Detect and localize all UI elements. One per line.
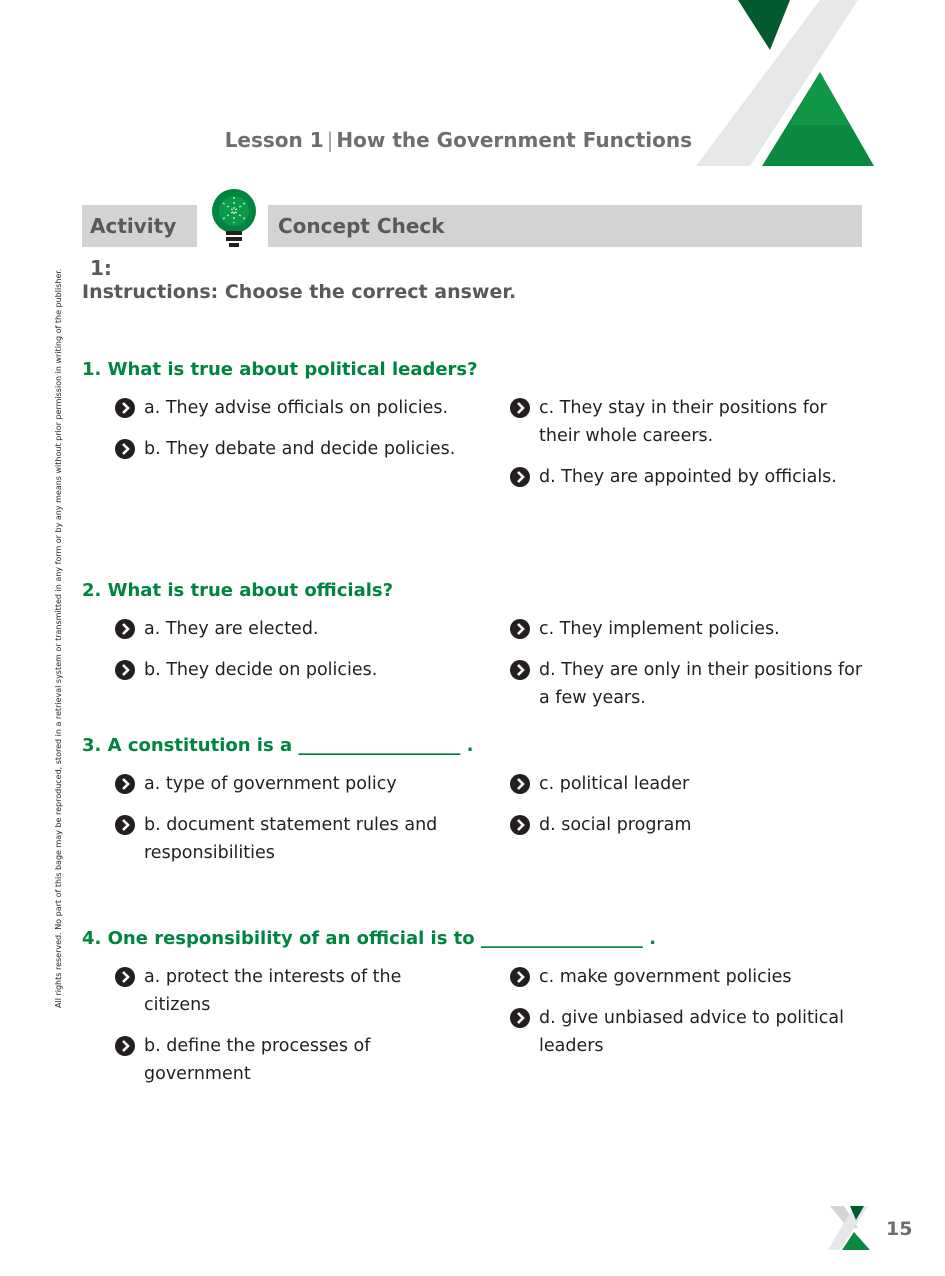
footer-logo-icon [828,1206,872,1250]
answer-text: c. They stay in their positions for their whole careers. [539,398,827,446]
answer-text: c. They implement policies. [539,619,780,639]
instructions: Instructions: Choose the correct answer. [82,281,517,303]
chevron-right-icon [115,398,135,418]
answer-option-d[interactable] [510,463,872,491]
header-separator: | [326,128,334,152]
answer-text: d. give unbiased advice to political leaders [539,1008,844,1056]
chevron-right-icon [510,1008,530,1028]
chevron-right-icon [510,967,530,987]
question-3 [82,735,872,880]
question-title: 4. One responsibility of an official is to __________________ . [82,928,657,949]
answer-text: c. make government policies [539,967,792,987]
copyright-note: All rights reserved. No part of this bage may be reproduced, stored in a retrieval system or transmitted in any form or by any means without prior permission in writing of the publisher. [54,268,63,1008]
chevron-right-icon [115,774,135,794]
answer-text: c. political leader [539,774,690,794]
answer-option-d[interactable] [510,656,872,712]
question-2 [82,580,872,725]
chevron-right-icon [115,815,135,835]
answer-option-b[interactable] [115,811,457,867]
answer-text: d. social program [539,815,692,835]
answer-option-c[interactable] [510,615,872,643]
answer-text: d. They are appointed by officials. [539,467,837,487]
answer-option-b[interactable] [115,435,457,463]
chevron-right-icon [510,660,530,680]
answer-option-a[interactable] [115,963,457,1019]
answer-text: b. document statement rules and responsibilities [144,815,438,863]
answer-option-c[interactable] [510,394,872,450]
answer-text: b. They debate and decide policies. [144,439,456,459]
lesson-header [225,128,692,152]
lightbulb-icon [208,187,260,249]
chevron-right-icon [115,1036,135,1056]
answer-option-b[interactable] [115,656,457,684]
question-title: 1. What is true about political leaders? [82,359,478,380]
answer-text: a. type of government policy [144,774,397,794]
answer-text: a. protect the interests of the citizens [144,967,402,1015]
question-4 [82,928,872,1101]
answer-text: d. They are only in their positions for a few years. [539,660,863,708]
chevron-right-icon [510,398,530,418]
chevron-right-icon [510,815,530,835]
chevron-right-icon [510,774,530,794]
activity-label: Activity 1: [82,205,197,247]
chevron-right-icon [510,467,530,487]
corner-decoration [690,0,890,170]
page-number: 15 [886,1218,913,1240]
answer-text: a. They are elected. [144,619,319,639]
chevron-right-icon [115,619,135,639]
question-title: 2. What is true about officials? [82,580,394,601]
answer-option-a[interactable] [115,770,457,798]
answer-option-d[interactable] [510,1004,872,1060]
answer-option-c[interactable] [510,770,872,798]
answer-option-b[interactable] [115,1032,457,1088]
answer-option-c[interactable] [510,963,872,991]
answer-text: b. They decide on policies. [144,660,378,680]
chevron-right-icon [510,619,530,639]
chevron-right-icon [115,660,135,680]
question-1 [82,359,872,504]
answer-text: a. They advise officials on policies. [144,398,449,418]
lesson-title: How the Government Functions [336,128,692,152]
activity-title: Concept Check [268,205,862,247]
question-title: 3. A constitution is a __________________ . [82,735,474,756]
lesson-number: Lesson 1 [224,128,324,152]
chevron-right-icon [115,439,135,459]
chevron-right-icon [115,967,135,987]
answer-option-a[interactable] [115,394,457,422]
answer-option-d[interactable] [510,811,872,839]
answer-text: b. define the processes of government [144,1036,371,1084]
answer-option-a[interactable] [115,615,457,643]
